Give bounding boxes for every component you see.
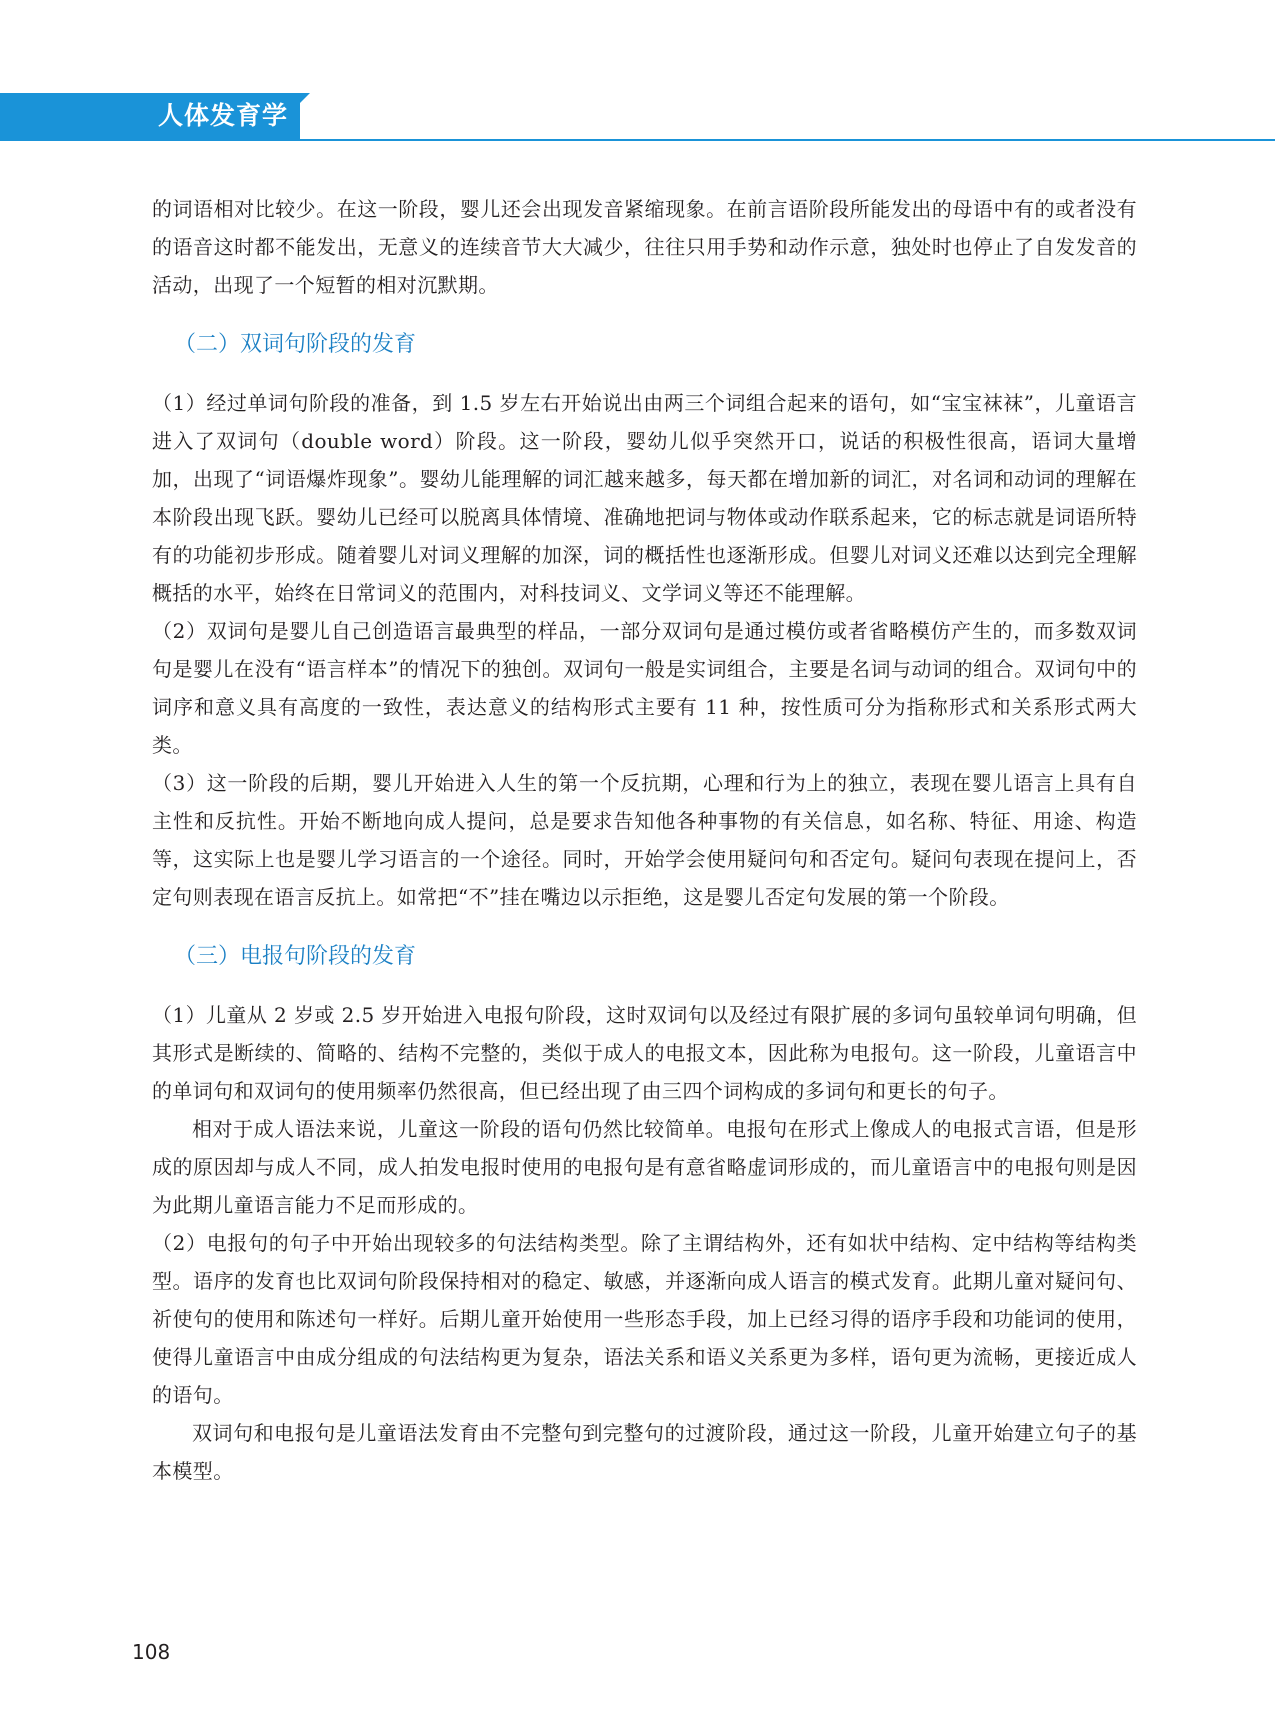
paragraph-two-word-1: （1）经过单词句阶段的准备，到 1.5 岁左右开始说出由两三个词组合起来的语句，如“宝宝袜袜”，儿童语言进入了双词句（double word）阶段。这一阶段，婴幼儿似乎突然开口，说话的积极性很高，语词大量增加，出现了“词语爆炸现象”。婴幼儿能理解的词汇越来越多，每天都在增加新的词汇，对名词和动词的理解在本阶段出现飞跃。婴幼儿已经可以脱离具体情境、准确地把词与物体或动作联系起来，它的标志就是词语所特有的功能初步形成。随着婴儿对词义理解的加深，词的概括性也逐渐形成。但婴儿对词义还难以达到完全理解概括的水平，始终在日常词义的范围内，对科技词义、文学词义等还不能理解。 xyxy=(152,391,1137,605)
book-title: 人体发育学 xyxy=(158,101,289,130)
header-band-corner xyxy=(286,93,310,117)
paragraph-continued: 的词语相对比较少。在这一阶段，婴儿还会出现发音紧缩现象。在前言语阶段所能发出的母语中有的或者没有的语音这时都不能发出，无意义的连续音节大大减少，往往只用手势和动作示意，独处时也停止了自发发音的活动，出现了一个短暂的相对沉默期。 xyxy=(152,197,1137,297)
paragraph-telegraphic-1: （1）儿童从 2 岁或 2.5 岁开始进入电报句阶段，这时双词句以及经过有限扩展的多词句虽较单词句明确，但其形式是断续的、简略的、结构不完整的，类似于成人的电报文本，因此称为电报句。这一阶段，儿童语言中的单词句和双词句的使用频率仍然很高，但已经出现了由三四个词构成的多词句和更长的句子。 xyxy=(152,1003,1137,1103)
paragraph-two-word-3: （3）这一阶段的后期，婴儿开始进入人生的第一个反抗期，心理和行为上的独立，表现在婴儿语言上具有自主性和反抗性。开始不断地向成人提问，总是要求告知他各种事物的有关信息，如名称、特征、用途、构造等，这实际上也是婴儿学习语言的一个途径。同时，开始学会使用疑问句和否定句。疑问句表现在提问上，否定句则表现在语言反抗上。如常把“不”挂在嘴边以示拒绝，这是婴儿否定句发展的第一个阶段。 xyxy=(152,771,1137,909)
paragraph-telegraphic-note: 相对于成人语法来说，儿童这一阶段的语句仍然比较简单。电报句在形式上像成人的电报式言语，但是形成的原因却与成人不同，成人拍发电报时使用的电报句是有意省略虚词形成的，而儿童语言中的电报句则是因为此期儿童语言能力不足而形成的。 xyxy=(152,1117,1137,1217)
page-number: 108 xyxy=(132,1640,171,1664)
page-body xyxy=(152,190,1137,1490)
paragraph-summary: 双词句和电报句是儿童语法发育由不完整句到完整句的过渡阶段，通过这一阶段，儿童开始建立句子的基本模型。 xyxy=(152,1421,1137,1483)
paragraph-telegraphic-2: （2）电报句的句子中开始出现较多的句法结构类型。除了主谓结构外，还有如状中结构、定中结构等结构类型。语序的发育也比双词句阶段保持相对的稳定、敏感，并逐渐向成人语言的模式发育。此期儿童对疑问句、祈使句的使用和陈述句一样好。后期儿童开始使用一些形态手段，加上已经习得的语序手段和功能词的使用，使得儿童语言中由成分组成的句法结构更为复杂，语法关系和语义关系更为多样，语句更为流畅，更接近成人的语句。 xyxy=(152,1231,1137,1407)
header-rule xyxy=(0,139,1275,141)
paragraph-two-word-2: （2）双词句是婴儿自己创造语言最典型的样品，一部分双词句是通过模仿或者省略模仿产生的，而多数双词句是婴儿在没有“语言样本”的情况下的独创。双词句一般是实词组合，主要是名词与动词的组合。双词句中的词序和意义具有高度的一致性，表达意义的结构形式主要有 11 种，按性质可分为指称形式和关系形式两大类。 xyxy=(152,619,1137,757)
section-heading-telegraphic-stage: （三）电报句阶段的发育 xyxy=(174,944,417,969)
section-heading-two-word-stage: （二）双词句阶段的发育 xyxy=(174,332,417,357)
